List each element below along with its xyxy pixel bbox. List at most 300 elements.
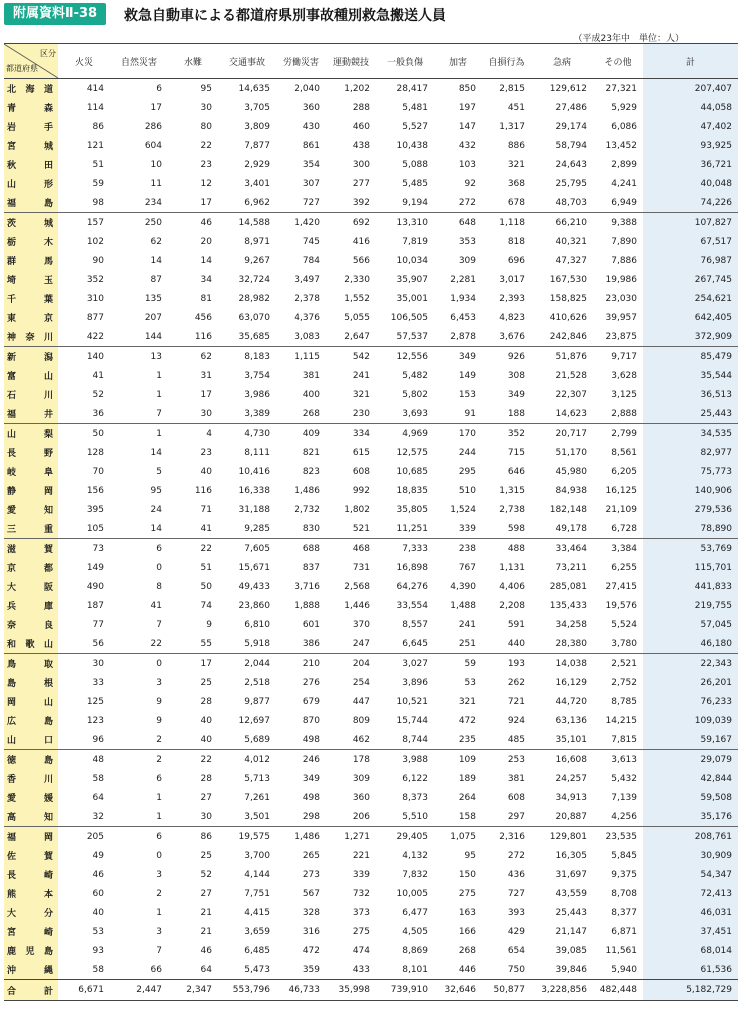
row-total-cell: 642,405 <box>643 308 738 327</box>
value-cell: 23 <box>200 159 212 170</box>
value-cell: 28 <box>200 696 212 707</box>
value-cell: 16,338 <box>238 485 270 496</box>
value-cell: 16,305 <box>555 850 587 861</box>
prefecture-cell: 千葉 <box>4 289 58 308</box>
value-cell: 116 <box>194 485 212 496</box>
value-cell: 7,751 <box>244 888 270 899</box>
value-cell: 264 <box>458 792 476 803</box>
value-cell: 13 <box>110 347 168 367</box>
value-cell: 6,810 <box>244 619 270 630</box>
header-row <box>4 44 738 79</box>
value-cell: 654 <box>507 945 525 956</box>
value-cell: 46 <box>92 869 104 880</box>
value-cell: 1 <box>156 370 162 381</box>
row-total-cell: 61,536 <box>643 960 738 980</box>
row-total-cell: 25,443 <box>643 404 738 424</box>
value-cell: 66 <box>150 964 162 975</box>
table-row <box>4 366 738 385</box>
row-total-cell: 78,890 <box>643 519 738 539</box>
value-cell: 10 <box>150 159 162 170</box>
value-cell: 307 <box>302 178 320 189</box>
value-cell: 95 <box>168 79 218 99</box>
value-cell: 12 <box>200 178 212 189</box>
value-cell: 393 <box>507 907 525 918</box>
value-cell: 321 <box>352 389 370 400</box>
value-cell: 129,801 <box>531 827 593 847</box>
table-row <box>4 807 738 827</box>
value-cell: 288 <box>352 102 370 113</box>
prefecture-cell: 香川 <box>4 769 58 788</box>
value-cell: 12,697 <box>238 715 270 726</box>
value-cell: 52 <box>200 869 212 880</box>
value-cell: 7,890 <box>611 236 637 247</box>
value-cell: 436 <box>507 869 525 880</box>
table-row <box>4 903 738 922</box>
value-cell: 27 <box>200 792 212 803</box>
value-cell: 349 <box>434 347 482 367</box>
value-cell: 5,802 <box>402 389 428 400</box>
value-cell: 25 <box>200 850 212 861</box>
value-cell: 750 <box>507 964 525 975</box>
value-cell: 5,845 <box>611 850 637 861</box>
value-cell: 4,256 <box>611 811 637 822</box>
value-cell: 598 <box>507 523 525 534</box>
value-cell: 1,075 <box>434 827 482 847</box>
value-cell: 1,115 <box>276 347 326 367</box>
value-cell: 368 <box>507 178 525 189</box>
row-total-cell: 107,827 <box>643 213 738 233</box>
value-cell: 170 <box>434 424 482 444</box>
value-cell: 4,132 <box>402 850 428 861</box>
column-header: 自然災害 <box>110 44 168 79</box>
value-cell: 272 <box>507 850 525 861</box>
value-cell: 27,321 <box>593 79 643 99</box>
value-cell: 784 <box>302 255 320 266</box>
value-cell: 877 <box>86 312 104 323</box>
value-cell: 2,929 <box>244 159 270 170</box>
value-cell: 92 <box>464 178 476 189</box>
value-cell: 352 <box>482 424 531 444</box>
value-cell: 321 <box>458 696 476 707</box>
value-cell: 10,034 <box>396 255 428 266</box>
table-row <box>4 443 738 462</box>
row-total-cell: 76,987 <box>643 251 738 270</box>
value-cell: 166 <box>458 926 476 937</box>
row-total-cell: 36,721 <box>643 155 738 174</box>
value-cell: 23,860 <box>238 600 270 611</box>
value-cell: 30 <box>200 811 212 822</box>
prefecture-cell: 宮崎 <box>4 922 58 941</box>
value-cell: 3,716 <box>294 581 320 592</box>
value-cell: 12,556 <box>376 347 434 367</box>
value-cell: 135 <box>144 293 162 304</box>
value-cell: 91 <box>464 408 476 419</box>
value-cell: 2,888 <box>611 408 637 419</box>
value-cell: 2,208 <box>499 600 525 611</box>
row-total-cell: 279,536 <box>643 500 738 519</box>
value-cell: 27 <box>200 888 212 899</box>
row-total-cell: 82,977 <box>643 443 738 462</box>
value-cell: 163 <box>458 907 476 918</box>
value-cell: 4,823 <box>499 312 525 323</box>
prefecture-cell: 茨城 <box>4 213 58 233</box>
value-cell: 438 <box>352 140 370 151</box>
table-row <box>4 634 738 654</box>
value-cell: 238 <box>434 539 482 559</box>
value-cell: 6,949 <box>611 197 637 208</box>
value-cell: 1 <box>156 792 162 803</box>
value-cell: 678 <box>507 197 525 208</box>
value-cell: 6,871 <box>611 926 637 937</box>
row-total-cell: 254,621 <box>643 289 738 308</box>
value-cell: 0 <box>110 654 168 674</box>
row-total-cell: 219,755 <box>643 596 738 615</box>
value-cell: 11,561 <box>605 945 637 956</box>
value-cell: 5,929 <box>611 102 637 113</box>
prefecture-cell: 鳥取 <box>4 654 58 674</box>
value-cell: 392 <box>352 197 370 208</box>
value-cell: 591 <box>507 619 525 630</box>
appendix-badge: 附属資料Ⅱ-38 <box>4 3 106 25</box>
value-cell: 688 <box>276 539 326 559</box>
value-cell: 28 <box>200 773 212 784</box>
value-cell: 58,794 <box>555 140 587 151</box>
value-cell: 823 <box>302 466 320 477</box>
value-cell: 3,501 <box>244 811 270 822</box>
value-cell: 5,485 <box>402 178 428 189</box>
value-cell: 3,693 <box>402 408 428 419</box>
value-cell: 46 <box>168 213 218 233</box>
value-cell: 1 <box>156 389 162 400</box>
value-cell: 251 <box>458 638 476 649</box>
table-row <box>4 289 738 308</box>
value-cell: 300 <box>352 159 370 170</box>
value-cell: 5,055 <box>344 312 370 323</box>
value-cell: 3,613 <box>593 750 643 770</box>
value-cell: 7,261 <box>244 792 270 803</box>
value-cell: 646 <box>507 466 525 477</box>
value-cell: 309 <box>458 255 476 266</box>
value-cell: 409 <box>276 424 326 444</box>
value-cell: 566 <box>352 255 370 266</box>
prefecture-cell: 岡山 <box>4 692 58 711</box>
value-cell: 2 <box>110 750 168 770</box>
table-row <box>4 941 738 960</box>
value-cell: 3,384 <box>593 539 643 559</box>
value-cell: 696 <box>507 255 525 266</box>
value-cell: 446 <box>458 964 476 975</box>
value-cell: 410,626 <box>549 312 587 323</box>
table-row <box>4 385 738 404</box>
value-cell: 3,700 <box>244 850 270 861</box>
value-cell: 21 <box>200 926 212 937</box>
column-header: 労働災害 <box>276 44 326 79</box>
value-cell: 206 <box>352 811 370 822</box>
value-cell: 43,559 <box>555 888 587 899</box>
table-row <box>4 692 738 711</box>
value-cell: 242,846 <box>549 331 587 342</box>
value-cell: 81 <box>200 293 212 304</box>
value-cell: 6,255 <box>611 562 637 573</box>
value-cell: 2,347 <box>168 980 218 1001</box>
table-row <box>4 251 738 270</box>
value-cell: 95 <box>464 850 476 861</box>
value-cell: 648 <box>434 213 482 233</box>
value-cell: 490 <box>86 581 104 592</box>
prefecture-cell: 岐阜 <box>4 462 58 481</box>
value-cell: 2,281 <box>450 274 476 285</box>
value-cell: 3,083 <box>294 331 320 342</box>
value-cell: 10,005 <box>396 888 428 899</box>
value-cell: 7,815 <box>611 734 637 745</box>
value-cell: 10,438 <box>396 140 428 151</box>
value-cell: 15,671 <box>238 562 270 573</box>
value-cell: 24 <box>150 504 162 515</box>
value-cell: 2,732 <box>294 504 320 515</box>
value-cell: 22 <box>168 750 218 770</box>
value-cell: 359 <box>302 964 320 975</box>
value-cell: 679 <box>302 696 320 707</box>
value-cell: 14 <box>150 447 162 458</box>
value-cell: 29,405 <box>376 827 434 847</box>
value-cell: 123 <box>86 715 104 726</box>
value-cell: 33,554 <box>396 600 428 611</box>
value-cell: 50 <box>200 581 212 592</box>
prefecture-cell: 佐賀 <box>4 846 58 865</box>
row-total-cell: 53,769 <box>643 539 738 559</box>
value-cell: 4,144 <box>244 869 270 880</box>
value-cell: 8,183 <box>218 347 276 367</box>
value-cell: 39,085 <box>555 945 587 956</box>
value-cell: 5,527 <box>402 121 428 132</box>
table-row <box>4 673 738 692</box>
value-cell: 4,012 <box>218 750 276 770</box>
value-cell: 125 <box>86 696 104 707</box>
value-cell: 17 <box>200 389 212 400</box>
value-cell: 6,728 <box>611 523 637 534</box>
value-cell: 370 <box>352 619 370 630</box>
value-cell: 2,647 <box>344 331 370 342</box>
value-cell: 86 <box>168 827 218 847</box>
row-total-cell: 30,909 <box>643 846 738 865</box>
value-cell: 48 <box>58 750 110 770</box>
value-cell: 103 <box>458 159 476 170</box>
value-cell: 14 <box>150 255 162 266</box>
value-cell: 2,568 <box>344 581 370 592</box>
value-cell: 432 <box>458 140 476 151</box>
value-cell: 30 <box>200 408 212 419</box>
value-cell: 40 <box>200 734 212 745</box>
value-cell: 30 <box>200 102 212 113</box>
value-cell: 64 <box>92 792 104 803</box>
value-cell: 39,846 <box>555 964 587 975</box>
value-cell: 354 <box>302 159 320 170</box>
value-cell: 2,521 <box>593 654 643 674</box>
value-cell: 36 <box>92 408 104 419</box>
value-cell: 1,315 <box>499 485 525 496</box>
table-row <box>4 155 738 174</box>
table-row <box>4 846 738 865</box>
column-header: 運動競技 <box>326 44 376 79</box>
value-cell: 422 <box>86 331 104 342</box>
value-cell: 50 <box>58 424 110 444</box>
table-row <box>4 730 738 750</box>
prefecture-cell: 群馬 <box>4 251 58 270</box>
value-cell: 149 <box>458 370 476 381</box>
value-cell: 22 <box>168 539 218 559</box>
value-cell: 207 <box>144 312 162 323</box>
prefecture-cell: 宮城 <box>4 136 58 155</box>
value-cell: 40,321 <box>555 236 587 247</box>
value-cell: 6 <box>110 539 168 559</box>
value-cell: 204 <box>326 654 376 674</box>
value-cell: 193 <box>482 654 531 674</box>
value-cell: 3,659 <box>244 926 270 937</box>
value-cell: 9,375 <box>611 869 637 880</box>
prefecture-cell: 大阪 <box>4 577 58 596</box>
value-cell: 5,940 <box>611 964 637 975</box>
total-row <box>4 980 738 1001</box>
value-cell: 17 <box>150 102 162 113</box>
value-cell: 135,433 <box>549 600 587 611</box>
value-cell: 1,486 <box>294 485 320 496</box>
value-cell: 64,276 <box>396 581 428 592</box>
value-cell: 58 <box>92 964 104 975</box>
prefecture-cell: 福島 <box>4 193 58 213</box>
column-header: 水難 <box>168 44 218 79</box>
value-cell: 381 <box>302 370 320 381</box>
value-cell: 1,118 <box>482 213 531 233</box>
value-cell: 334 <box>326 424 376 444</box>
value-cell: 2 <box>156 888 162 899</box>
value-cell: 16,608 <box>531 750 593 770</box>
value-cell: 86 <box>92 121 104 132</box>
value-cell: 286 <box>144 121 162 132</box>
value-cell: 6,453 <box>450 312 476 323</box>
value-cell: 295 <box>458 466 476 477</box>
value-cell: 395 <box>86 504 104 515</box>
value-cell: 35,001 <box>396 293 428 304</box>
row-total-cell: 93,925 <box>643 136 738 155</box>
value-cell: 6,205 <box>611 466 637 477</box>
value-cell: 31 <box>200 370 212 381</box>
table-row <box>4 769 738 788</box>
value-cell: 51,170 <box>555 447 587 458</box>
value-cell: 20 <box>200 236 212 247</box>
value-cell: 3,125 <box>611 389 637 400</box>
prefecture-cell: 東京 <box>4 308 58 327</box>
value-cell: 5,481 <box>402 102 428 113</box>
value-cell: 235 <box>458 734 476 745</box>
value-cell: 8,557 <box>402 619 428 630</box>
value-cell: 11 <box>150 178 162 189</box>
table-row <box>4 577 738 596</box>
value-cell: 158 <box>458 811 476 822</box>
value-cell: 601 <box>302 619 320 630</box>
table-row <box>4 404 738 424</box>
value-cell: 49,433 <box>238 581 270 592</box>
value-cell: 66,210 <box>531 213 593 233</box>
value-cell: 87 <box>150 274 162 285</box>
value-cell: 5,918 <box>244 638 270 649</box>
prefecture-cell: 京都 <box>4 558 58 577</box>
column-header: 計 <box>643 44 738 79</box>
value-cell: 178 <box>326 750 376 770</box>
value-cell: 739,910 <box>376 980 434 1001</box>
row-total-cell: 35,544 <box>643 366 738 385</box>
prefecture-cell: 大分 <box>4 903 58 922</box>
value-cell: 9 <box>156 715 162 726</box>
value-cell: 308 <box>507 370 525 381</box>
value-cell: 10,685 <box>396 466 428 477</box>
value-cell: 46,733 <box>276 980 326 1001</box>
value-cell: 114 <box>86 102 104 113</box>
value-cell: 692 <box>326 213 376 233</box>
prefecture-cell: 富山 <box>4 366 58 385</box>
value-cell: 150 <box>458 869 476 880</box>
column-header: その他 <box>593 44 643 79</box>
value-cell: 254 <box>352 677 370 688</box>
value-cell: 32,724 <box>238 274 270 285</box>
value-cell: 1,888 <box>294 600 320 611</box>
value-cell: 830 <box>302 523 320 534</box>
prefecture-cell: 鹿児島 <box>4 941 58 960</box>
value-cell: 96 <box>92 734 104 745</box>
value-cell: 55 <box>200 638 212 649</box>
value-cell: 0 <box>156 562 162 573</box>
value-cell: 106,505 <box>390 312 428 323</box>
value-cell: 33 <box>92 677 104 688</box>
value-cell: 20,717 <box>531 424 593 444</box>
column-header: 交通事故 <box>218 44 276 79</box>
prefecture-cell: 福岡 <box>4 827 58 847</box>
value-cell: 21,147 <box>555 926 587 937</box>
value-cell: 8,971 <box>244 236 270 247</box>
row-total-cell: 47,402 <box>643 117 738 136</box>
row-total-cell: 59,508 <box>643 788 738 807</box>
value-cell: 992 <box>352 485 370 496</box>
row-total-cell: 208,761 <box>643 827 738 847</box>
value-cell: 386 <box>302 638 320 649</box>
row-total-cell: 441,833 <box>643 577 738 596</box>
prefecture-cell: 石川 <box>4 385 58 404</box>
value-cell: 732 <box>352 888 370 899</box>
value-cell: 147 <box>458 121 476 132</box>
value-cell: 721 <box>507 696 525 707</box>
value-cell: 63,136 <box>555 715 587 726</box>
value-cell: 870 <box>302 715 320 726</box>
value-cell: 5,510 <box>402 811 428 822</box>
value-cell: 7 <box>156 945 162 956</box>
value-cell: 90 <box>92 255 104 266</box>
value-cell: 1,446 <box>344 600 370 611</box>
value-cell: 129,612 <box>531 79 593 99</box>
value-cell: 7 <box>156 408 162 419</box>
value-cell: 144 <box>144 331 162 342</box>
value-cell: 32,646 <box>434 980 482 1001</box>
value-cell: 460 <box>352 121 370 132</box>
value-cell: 0 <box>156 850 162 861</box>
value-cell: 3,497 <box>294 274 320 285</box>
value-cell: 510 <box>458 485 476 496</box>
value-cell: 731 <box>352 562 370 573</box>
unit-note: （平成23年中 単位：人） <box>573 34 684 44</box>
value-cell: 189 <box>458 773 476 784</box>
value-cell: 7,819 <box>402 236 428 247</box>
value-cell: 7,139 <box>611 792 637 803</box>
value-cell: 328 <box>302 907 320 918</box>
value-cell: 1 <box>156 907 162 918</box>
